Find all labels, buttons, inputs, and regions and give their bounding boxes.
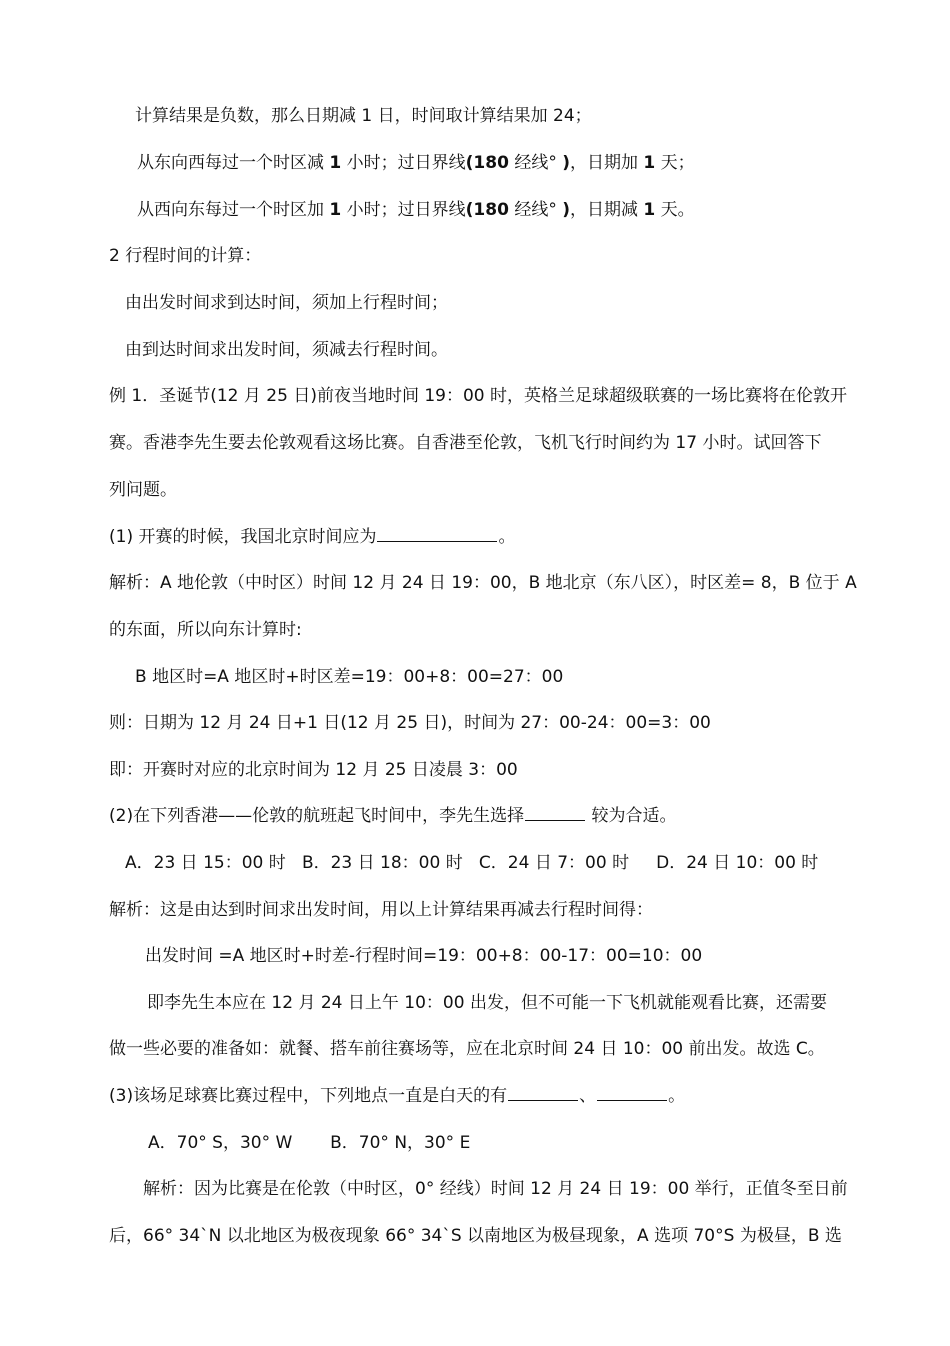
text: 天。 (660, 200, 695, 220)
text: 。 (498, 527, 516, 547)
bold-paren: ) (562, 200, 571, 220)
bold-paren: ) (562, 153, 571, 173)
example-question-line-1 (109, 385, 847, 407)
paragraph-departure-to-arrival (125, 292, 448, 314)
paragraph-rule-west-to-east (137, 199, 695, 221)
text: 则：日期为 12 月 24 日+1 日(12 月 25 日)，时间为 27：00-24：00=3：00 (109, 713, 711, 733)
analysis-1-date (109, 712, 711, 734)
text: 、 (579, 1086, 597, 1106)
text: A．23 日 15：00 时 B．23 日 18：00 时 C．24 日 7：00 时 D．24 日 10：00 时 (125, 853, 819, 873)
text: 经线° (514, 153, 557, 173)
analysis-2-formula (145, 945, 702, 967)
text: 由到达时间求出发时间，须减去行程时间。 (125, 340, 448, 360)
answer-blank (597, 1086, 667, 1101)
text: 做一些必要的准备如：就餐、搭车前往赛场等，应在北京时间 24 日 10：00 前出发。故选 C。 (109, 1039, 825, 1059)
text: 赛。香港李先生要去伦敦观看这场比赛。自香港至伦敦，飞机飞行时间约为 17 小时。试回答下 (109, 433, 822, 453)
text: (3)该场足球赛比赛过程中，下列地点一直是白天的有 (109, 1086, 508, 1106)
bold-number: 1 (643, 200, 656, 220)
bold-number: 1 (329, 200, 342, 220)
text: 即：开赛时对应的北京时间为 12 月 25 日凌晨 3：00 (109, 760, 518, 780)
text: 经线° (514, 200, 557, 220)
answer-blank (377, 527, 497, 542)
section-heading-travel-time (109, 245, 261, 267)
analysis-1-line-1 (109, 572, 857, 594)
sub-question-3 (109, 1085, 685, 1107)
sub-question-2 (109, 805, 677, 827)
paragraph-rule-negative (135, 105, 592, 127)
text: 小时；过日界线 (346, 200, 466, 220)
answer-blank (525, 806, 585, 821)
analysis-1-conclusion (109, 759, 518, 781)
text: 的东面，所以向东计算时: (109, 620, 302, 640)
text: ，日期加 (570, 153, 639, 173)
text: 出发时间 =A 地区时+时差-行程时间=19：00+8：00-17：00=10：00 (145, 946, 703, 966)
text: 例 1．圣诞节(12 月 25 日)前夜当地时间 19：00 时，英格兰足球超级联赛的一场比赛将在伦敦开 (109, 386, 848, 406)
sub-question-3-options (148, 1132, 470, 1154)
analysis-1-formula (135, 666, 563, 688)
example-question-line-2 (109, 432, 821, 454)
paragraph-rule-east-to-west (137, 152, 695, 174)
example-question-line-3 (109, 479, 177, 501)
analysis-3-line-1 (143, 1178, 848, 1200)
text: 较为合适。 (591, 806, 677, 826)
bold-number: (180 (465, 153, 509, 173)
text: (2)在下列香港——伦敦的航班起飞时间中，李先生选择 (109, 806, 525, 826)
text: 天； (660, 153, 695, 173)
sub-question-1 (109, 526, 515, 548)
answer-blank (508, 1086, 578, 1101)
text: 后，66° 34`N 以北地区为极夜现象 66° 34`S 以南地区为极昼现象，A 选项 70°S 为极昼，B 选 (109, 1226, 842, 1246)
text: A．70° S，30° W B．70° N，30° E (148, 1133, 471, 1153)
analysis-2-line-4 (109, 1038, 825, 1060)
text: 解析：因为比赛是在伦敦（中时区，0° 经线）时间 12 月 24 日 19：00 举行，正值冬至日前 (143, 1179, 848, 1199)
text: 解析：A 地伦敦（中时区）时间 12 月 24 日 19：00，B 地北京（东八区），时区差= 8，B 位于 A (109, 573, 857, 593)
analysis-1-line-2 (109, 619, 302, 641)
text: 解析：这是由达到时间求出发时间，用以上计算结果再减去行程时间得： (109, 900, 653, 920)
text: (1) 开赛的时候，我国北京时间应为 (109, 527, 377, 547)
bold-number: 1 (643, 153, 656, 173)
bold-number: (180 (465, 200, 509, 220)
bold-number: 1 (329, 153, 342, 173)
paragraph-arrival-to-departure (125, 339, 448, 361)
text: 从东向西每过一个时区减 (137, 153, 324, 173)
text: ，日期减 (570, 200, 639, 220)
text: 列问题。 (109, 480, 177, 500)
text: 小时；过日界线 (346, 153, 466, 173)
text: B 地区时=A 地区时+时区差=19：00+8：00=27：00 (135, 667, 564, 687)
analysis-2-line-1 (109, 899, 653, 921)
analysis-2-line-3 (147, 992, 827, 1014)
text: 。 (668, 1086, 686, 1106)
text: 计算结果是负数，那么日期减 1 日，时间取计算结果加 24； (135, 106, 592, 126)
analysis-3-line-2 (109, 1225, 842, 1247)
text: 即李先生本应在 12 月 24 日上午 10：00 出发，但不可能一下飞机就能观看比赛，还需要 (147, 993, 827, 1013)
text: 由出发时间求到达时间，须加上行程时间； (125, 293, 448, 313)
text: 2 行程时间的计算： (109, 246, 262, 266)
sub-question-2-options (125, 852, 818, 874)
text: 从西向东每过一个时区加 (137, 200, 324, 220)
